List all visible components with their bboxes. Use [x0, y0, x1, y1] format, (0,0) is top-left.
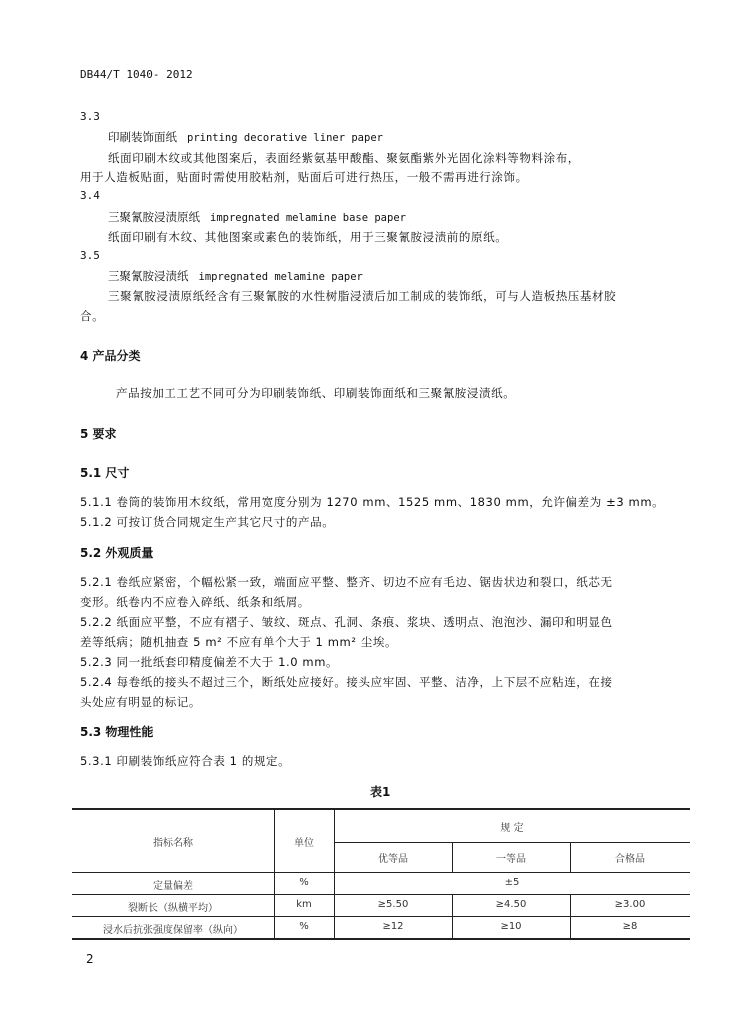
definition-line: 纸面印刷有木纹、其他图案或素色的装饰纸，用于三聚氰胺浸渍前的原纸。 [108, 230, 508, 244]
table-cell-value: ≥12 [382, 921, 404, 932]
section-number-3-4: 3.4 [80, 189, 100, 202]
term-en: printing decorative liner paper [187, 132, 383, 144]
table-cell-unit: % [299, 877, 309, 888]
clause-line: 5.2.2 纸面应平整，不应有褶子、皱纹、斑点、孔洞、条痕、浆块、透明点、泡泡沙、漏印和明显色 [80, 615, 613, 629]
table-header-unit: 单位 [294, 838, 314, 849]
table-cell-value: ≥8 [622, 921, 638, 932]
definition-line: 合。 [80, 309, 105, 323]
section-number-3-3: 3.3 [80, 110, 100, 123]
page-number: 2 [86, 952, 94, 966]
clause-line: 5.2.3 同一批纸套印精度偏差不大于 1.0 mm。 [80, 655, 339, 669]
table-cell-unit: % [299, 921, 309, 932]
table-cell-value: ≥3.00 [614, 899, 646, 910]
table-caption: 表1 [370, 785, 391, 799]
clause-5-3-1: 5.3.1 印刷装饰纸应符合表 1 的规定。 [80, 754, 291, 768]
table-rule [72, 808, 690, 810]
table-rule [72, 894, 690, 895]
table-rule [72, 938, 690, 940]
definition-line: 纸面印刷木纹或其他图案后，表面经紫氨基甲酸酯、聚氨酯紫外光固化涂料等物料涂布， [108, 151, 580, 165]
section-number-3-5: 3.5 [80, 249, 100, 262]
table-header-grade: 优等品 [378, 854, 408, 865]
section-title-5-3: 5.3 物理性能 [80, 725, 154, 739]
table-header-grade: 一等品 [496, 854, 526, 865]
table-rule [334, 842, 690, 843]
table-cell-name: 裂断长（纵横平均） [128, 903, 218, 914]
section-title-5-1: 5.1 尺寸 [80, 466, 130, 480]
term-3-4 [108, 209, 406, 225]
table-cell-value: ≥5.50 [377, 899, 409, 910]
table-cell-value: ≥10 [500, 921, 522, 932]
document-header: DB44/T 1040- 2012 [80, 68, 193, 81]
section-title-4: 4 产品分类 [80, 349, 141, 363]
table-cell-unit: km [296, 899, 312, 910]
table-cell-name: 浸水后抗张强度保留率（纵向） [103, 925, 243, 936]
table-rule [72, 872, 690, 873]
term-cn: 三聚氰胺浸渍原纸 [108, 210, 200, 224]
section-title-5-2: 5.2 外观质量 [80, 546, 154, 560]
section-title-5: 5 要求 [80, 427, 117, 441]
clause-line: 5.2.1 卷纸应紧密，个幅松紧一致，端面应平整、整齐、切边不应有毛边、锯齿状边和裂口，纸芯无 [80, 575, 613, 589]
table-rule [72, 916, 690, 917]
table-cell-name: 定量偏差 [153, 881, 193, 892]
table-1 [72, 808, 690, 940]
term-en: impregnated melamine paper [198, 271, 363, 283]
term-cn: 印刷装饰面纸 [108, 130, 177, 144]
clause-line: 5.2.4 每卷纸的接头不超过三个，断纸处应接好。接头应牢固、平整、洁净，上下层不应粘连，在接 [80, 675, 613, 689]
clause-line: 差等纸病；随机抽查 5 m² 不应有单个大于 1 mm² 尘埃。 [80, 635, 398, 649]
term-3-3 [108, 129, 383, 145]
table-header-indicator: 指标名称 [153, 838, 193, 849]
definition-line: 三聚氰胺浸渍原纸经含有三聚氰胺的水性树脂浸渍后加工制成的装饰纸，可与人造板热压基材胶 [108, 289, 617, 303]
clause-line: 头处应有明显的标记。 [80, 695, 201, 709]
definition-line: 用于人造板贴面，贴面时需使用胶粘剂，贴面后可进行热压，一般不需再进行涂饰。 [80, 170, 528, 184]
clause-5-1-2: 5.1.2 可按订货合同规定生产其它尺寸的产品。 [80, 515, 335, 529]
term-3-5 [108, 268, 363, 284]
table-cell-value: ≥4.50 [495, 899, 527, 910]
table-header-grade: 合格品 [615, 854, 645, 865]
table-header-spec: 规 定 [500, 823, 524, 834]
clause-5-1-1: 5.1.1 卷筒的装饰用木纹纸，常用宽度分别为 1270 mm、1525 mm、1830 mm，允许偏差为 ±3 mm。 [80, 495, 665, 509]
term-en: impregnated melamine base paper [210, 212, 406, 224]
clause-line: 变形。纸卷内不应卷入碎纸、纸条和纸屑。 [80, 595, 310, 609]
table-rule [274, 808, 275, 938]
term-cn: 三聚氰胺浸渍纸 [108, 269, 189, 283]
section-4-text: 产品按加工工艺不同可分为印刷装饰纸、印刷装饰面纸和三聚氰胺浸渍纸。 [116, 386, 516, 400]
table-cell-merged-value: ±5 [504, 877, 520, 888]
